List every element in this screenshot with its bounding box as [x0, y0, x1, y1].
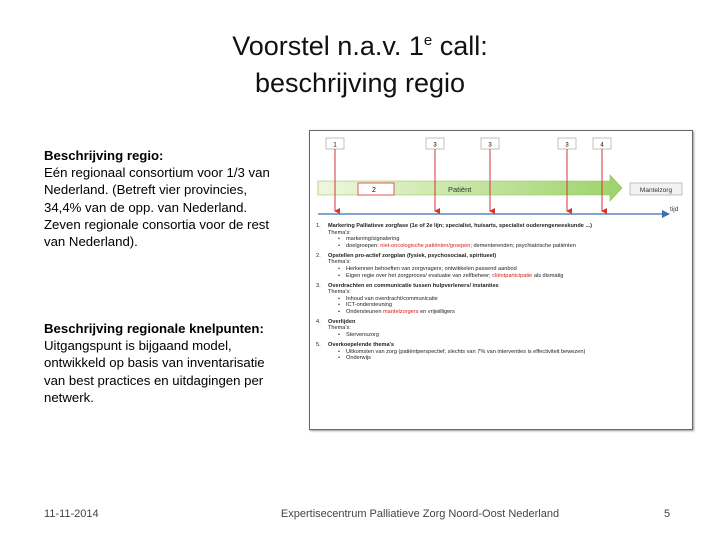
marker-1	[326, 138, 344, 211]
marker-4	[593, 138, 611, 211]
marker-3c-label: 3	[565, 142, 569, 149]
patient-label: Patiënt	[448, 185, 472, 194]
bottlenecks-description	[44, 320, 284, 406]
list-item: 3. Overdrachten en communicatie tussen hulpverleners/ instanties Thema's: • Inhoud van overdracht/communicatie • ICT-ondersteuning • Ondersteunen mantelzorgers en vrijwilligers	[316, 282, 499, 315]
care-model-figure	[309, 130, 693, 430]
marker-4-label: 4	[600, 142, 604, 149]
time-label: tijd	[670, 206, 679, 213]
region-heading: Beschrijving regio:	[44, 148, 164, 163]
list-item: 4. Overlijden Thema's: • Stervenszorg	[316, 318, 379, 339]
marker-3a-label: 3	[433, 142, 437, 149]
list-item: 1. Markering Palliatieve zorgfase (1e of 2e lijn; specialist, huisarts, specialist ouderengeneeskunde ...) Thema's: • markering/signalering • doelgroepen: niet-oncologische patiënten/groepen; dementerenden; psychiatrische patiënten	[316, 223, 592, 249]
title-line-2: beschrijving regio	[254, 68, 466, 98]
list-item: 2. Opstellen pro-actief zorgplan (fysiek, psychosociaal, spiritueel) Thema's: • Herkennen behoeften van zorgvragers; ontwikkelen passend aanbod • Eigen regie over het zorgproces/ evaluatie van zelfbeheer; cliëntparticipatie als dismatig	[316, 252, 564, 279]
page-number: 5	[664, 508, 671, 520]
marker-3b-label: 3	[488, 142, 492, 149]
marker-3b	[481, 138, 499, 211]
list-item: 5. Overkoepelende thema's • Uitkomsten van zorg (patiëntperspectief, slechts van 7% van interventies is effectiviteit bewezen) • Onderwijs	[316, 342, 586, 362]
title-line-1: Voorstel n.a.v. 1e call:	[232, 31, 488, 61]
bottlenecks-text: Uitgangspunt is bijgaand model, ontwikkeld op basis van inventarisatie van best practices en uitdagingen per netwerk.	[44, 338, 265, 405]
footer-date: 11-11-2014	[44, 508, 99, 520]
mantelzorg-label: Mantelzorg	[639, 187, 673, 194]
region-description	[44, 147, 284, 250]
box-2	[358, 183, 394, 195]
bottlenecks-heading: Beschrijving regionale knelpunten:	[44, 321, 264, 336]
marker-3c	[558, 138, 576, 211]
slide-title	[150, 28, 570, 102]
region-text: Eén regionaal consortium voor 1/3 van Nederland. (Betreft vier provincies, 34,4% van de opp. van Nederland. Zeven regionale consortia voor de rest van Nederland).	[44, 165, 270, 250]
marker-3a	[426, 138, 444, 211]
footer-organization: Expertisecentrum Palliatieve Zorg Noord-Oost Nederland	[280, 508, 560, 520]
marker-1-label: 1	[333, 142, 337, 149]
time-arrowhead	[662, 210, 670, 218]
box-2-label: 2	[372, 187, 376, 194]
theme-list	[316, 223, 688, 365]
